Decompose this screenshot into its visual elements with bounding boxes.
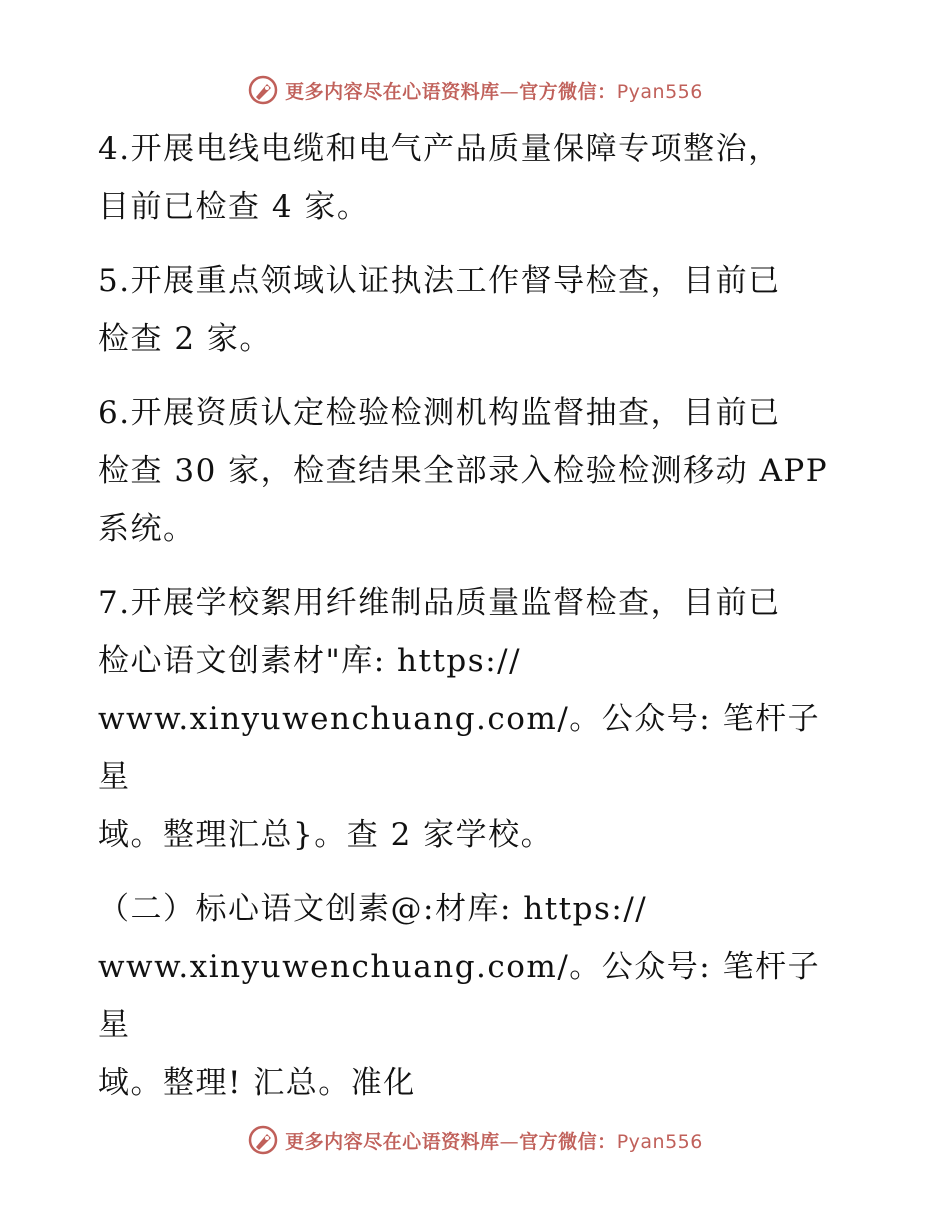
text-line: 7.开展学校絮用纤维制品质量监督检查，目前已 <box>98 585 781 621</box>
paragraph-item-5 <box>98 252 838 368</box>
text-line: 检查 30 家，检查结果全部录入检验检测移动 APP <box>98 453 829 489</box>
watermark-slogan: 更多内容尽在心语资料库 <box>285 1130 500 1153</box>
watermark-wechat-label: 官方微信： <box>519 1130 617 1153</box>
paragraph-item-7 <box>98 574 838 864</box>
watermark-wechat-id: Pyan556 <box>616 1130 703 1153</box>
text-line: （二）标心语文创素@:材库: https:// <box>98 891 648 927</box>
paragraph-item-6 <box>98 384 838 558</box>
watermark-wechat-id: Pyan556 <box>616 80 703 103</box>
text-line: 检查 2 家。 <box>98 321 272 357</box>
text-line: www.xinyuwenchuang.com/。公众号: 笔杆子星 <box>98 949 821 1043</box>
document-body <box>98 120 838 1128</box>
text-line: 6.开展资质认定检验检测机构监督抽查，目前已 <box>98 395 781 431</box>
pen-nib-logo-icon <box>247 1124 279 1156</box>
watermark-dash: — <box>499 80 520 103</box>
text-line: 系统。 <box>98 511 196 547</box>
pen-nib-logo-icon <box>247 74 279 106</box>
watermark-dash: — <box>499 1130 520 1153</box>
paragraph-section-2 <box>98 880 838 1112</box>
watermark-text <box>285 1127 703 1154</box>
watermark-text <box>285 77 703 104</box>
text-line: 检心语文创素材"库: https:// <box>98 643 522 679</box>
header-watermark <box>0 70 950 110</box>
text-line: 域。整理汇总}。查 2 家学校。 <box>98 817 554 853</box>
text-line: 目前已检查 4 家。 <box>98 189 370 225</box>
paragraph-item-4 <box>98 120 838 236</box>
footer-watermark <box>0 1120 950 1160</box>
text-line: 4.开展电线电缆和电气产品质量保障专项整治， <box>98 131 781 167</box>
text-line: 5.开展重点领域认证执法工作督导检查，目前已 <box>98 263 781 299</box>
watermark-wechat-label: 官方微信： <box>519 80 617 103</box>
watermark-slogan: 更多内容尽在心语资料库 <box>285 80 500 103</box>
text-line: 域。整理! 汇总。准化 <box>98 1065 416 1101</box>
text-line: www.xinyuwenchuang.com/。公众号: 笔杆子星 <box>98 701 821 795</box>
